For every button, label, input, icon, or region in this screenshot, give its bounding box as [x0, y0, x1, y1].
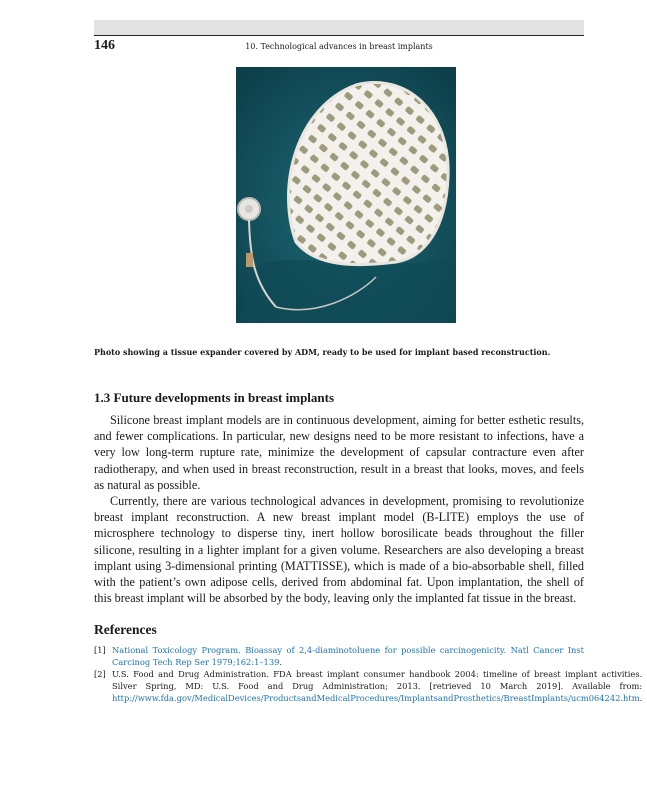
- reference-item: [94, 668, 643, 704]
- reference-number: [2]: [94, 669, 106, 679]
- reference-suffix: .: [279, 657, 283, 667]
- tissue-expander-photo: [236, 67, 456, 323]
- reference-link[interactable]: National Toxicology Program. Bioassay of 2,4-diaminotoluene for possible carcinogenicity. Natl Cancer Inst Carcinog Tech Rep Ser 1979;162:1–139: [112, 645, 584, 667]
- reference-text: U.S. Food and Drug Administration. FDA breast implant consumer handbook 2004: timeline of breast implant activities. Silver Spring, MD: U.S. Food and Drug Administration; 2013. [retrieved 10 March 2019]. Available from:: [112, 669, 643, 691]
- paragraph: Silicone breast implant models are in continuous development, aiming for better esthetic results, and fewer complications. In particular, new designs need to be more resistant to infections, have a very low long-term rupture rate, minimize the development of capsular contracture even after radiotherapy, and when used in breast reconstruction, result in a breast that looks, moves, and feels as natural as possible.: [94, 413, 584, 492]
- page-number: 146: [94, 38, 115, 53]
- reference-body: [112, 668, 642, 704]
- running-title: 10. Technological advances in breast implants: [245, 42, 433, 51]
- body-text: [94, 412, 584, 606]
- reference-link[interactable]: http://www.fda.gov/MedicalDevices/ProductsandMedicalProcedures/ImplantsandProsthetics/BreastImplants/ucm064242.htm: [112, 693, 640, 703]
- reference-number: [1]: [94, 645, 106, 655]
- figure-caption: Photo showing a tissue expander covered by ADM, ready to be used for implant based reconstruction.: [94, 347, 551, 357]
- reference-suffix: .: [639, 693, 643, 703]
- reference-body: [112, 644, 584, 668]
- reference-item: [94, 644, 584, 668]
- section-heading: 1.3 Future developments in breast implants: [94, 390, 335, 405]
- paragraph: Currently, there are various technological advances in development, promising to revolutionize breast implant reconstruction. A new breast implant model (B-LITE) employs the use of microsphere technology to disperse tiny, inert hollow borosilicate beads throughout the filler silicone, resulting in a lighter implant for a given volume. Researchers are also developing a breast implant using 3-dimensional printing (MATTISSE), which is made of a bio-absorbable shell, filled with the patient’s own adipose cells, derived from abdominal fat. Upon implantation, the shell of this breast implant will be absorbed by the body, leaving only the implanted fat tissue in the breast.: [94, 494, 584, 606]
- reference-list: [94, 644, 643, 704]
- header-bar: [94, 20, 584, 36]
- references-heading: References: [94, 622, 157, 637]
